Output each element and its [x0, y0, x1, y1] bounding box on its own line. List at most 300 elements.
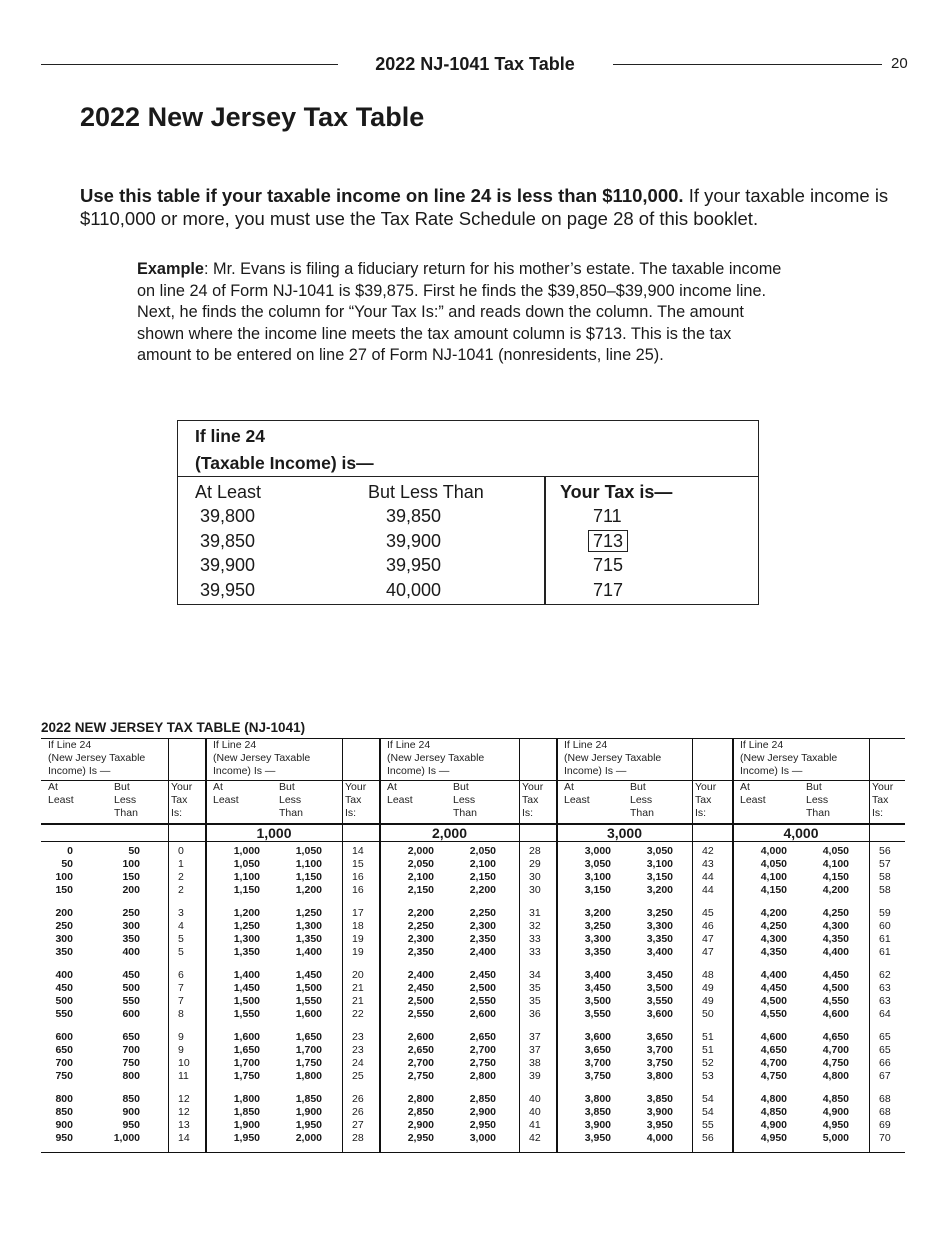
row-but-less: 1,550: [295, 995, 322, 1007]
row-but-less: 2,950: [469, 1119, 496, 1131]
row-but-less: 1,650: [295, 1031, 322, 1043]
row-at-least: 450: [55, 982, 73, 994]
row-but-less: 100: [122, 858, 140, 870]
row-at-least: 2,900: [407, 1119, 434, 1131]
col-head-your-tax: [345, 781, 366, 820]
example-tax: [593, 506, 622, 527]
row-at-least: 2,000: [407, 845, 434, 857]
row-tax: 58: [879, 884, 891, 896]
row-tax: 25: [352, 1070, 364, 1082]
row-but-less: 4,950: [822, 1119, 849, 1131]
row-at-least: 800: [55, 1093, 73, 1105]
row-tax: 21: [352, 982, 364, 994]
row-tax: 56: [879, 845, 891, 857]
row-tax: 57: [879, 858, 891, 870]
row-at-least: 100: [55, 871, 73, 883]
group-header-line: If Line 24: [564, 739, 608, 751]
col-head-your-tax: [695, 781, 716, 820]
row-at-least: 2,950: [407, 1132, 434, 1144]
row-but-less: 1,200: [295, 884, 322, 896]
row-tax: 54: [702, 1093, 714, 1105]
col-head-line: Less: [279, 794, 302, 806]
row-but-less: 700: [122, 1044, 140, 1056]
col-head-line: Least: [387, 794, 413, 806]
group-header-line: If Line 24: [387, 739, 431, 751]
row-tax: 68: [879, 1106, 891, 1118]
row-at-least: 2,700: [407, 1057, 434, 1069]
col-head-line: Than: [630, 807, 654, 819]
row-at-least: 3,400: [584, 969, 611, 981]
col-head-line: Tax: [522, 794, 539, 806]
example-table-header: [178, 421, 758, 477]
row-at-least: 4,850: [760, 1106, 787, 1118]
row-but-less: 3,550: [646, 995, 673, 1007]
row-tax: 19: [352, 946, 364, 958]
row-but-less: 2,700: [469, 1044, 496, 1056]
row-at-least: 3,450: [584, 982, 611, 994]
col-head-line: At: [213, 781, 223, 793]
example-table: [177, 420, 759, 605]
row-but-less: 3,400: [646, 946, 673, 958]
row-at-least: 4,650: [760, 1044, 787, 1056]
row-but-less: 4,200: [822, 884, 849, 896]
thousands-heading: 4,000: [783, 825, 819, 841]
row-tax: 37: [529, 1031, 541, 1043]
col-head-line: Your: [872, 781, 894, 793]
row-at-least: 4,000: [760, 845, 787, 857]
row-but-less: 2,650: [469, 1031, 496, 1043]
row-tax: 61: [879, 933, 891, 945]
row-at-least: 4,900: [760, 1119, 787, 1131]
row-tax: 23: [352, 1031, 364, 1043]
example-less-than: 39,950: [386, 555, 442, 575]
row-tax: 16: [352, 871, 364, 883]
row-but-less: 1,400: [295, 946, 322, 958]
row-at-least: 2,600: [407, 1031, 434, 1043]
row-but-less: 3,600: [646, 1008, 673, 1020]
col-head-line: Less: [630, 794, 653, 806]
group-header-line: (New Jersey Taxable: [213, 752, 311, 764]
row-but-less: 4,900: [822, 1106, 849, 1118]
row-at-least: 1,500: [233, 995, 260, 1007]
row-tax: 26: [352, 1106, 364, 1118]
row-at-least: 3,200: [584, 907, 611, 919]
row-at-least: 3,550: [584, 1008, 611, 1020]
row-tax: 56: [702, 1132, 714, 1144]
row-at-least: 3,500: [584, 995, 611, 1007]
col-head-line: Is:: [522, 807, 534, 819]
row-tax: 42: [529, 1132, 541, 1144]
row-at-least: 4,250: [760, 920, 787, 932]
col-head-line: Than: [453, 807, 477, 819]
row-but-less: 4,000: [646, 1132, 673, 1144]
row-but-less: 1,350: [295, 933, 322, 945]
row-tax: 13: [178, 1119, 190, 1131]
col-head-line: At: [564, 781, 574, 793]
group-header: [213, 739, 341, 778]
row-at-least: 3,000: [584, 845, 611, 857]
col-head-line: Your: [522, 781, 544, 793]
row-tax: 61: [879, 946, 891, 958]
row-but-less: 550: [122, 995, 140, 1007]
col-head-line: Tax: [171, 794, 188, 806]
row-tax: 48: [702, 969, 714, 981]
group-header: [740, 739, 868, 778]
row-at-least: 4,550: [760, 1008, 787, 1020]
group-header-line: Income) Is —: [387, 765, 450, 777]
row-at-least: 4,200: [760, 907, 787, 919]
row-tax: 10: [178, 1057, 190, 1069]
group-header-line: Income) Is —: [213, 765, 276, 777]
row-tax: 62: [879, 969, 891, 981]
row-but-less: 3,050: [646, 845, 673, 857]
row-tax: 70: [879, 1132, 891, 1144]
row-tax: 66: [879, 1057, 891, 1069]
col-head-your-tax: [171, 781, 192, 820]
row-tax: 8: [178, 1008, 184, 1020]
row-tax: 36: [529, 1008, 541, 1020]
col-head-line: At: [387, 781, 397, 793]
row-at-least: 1,000: [233, 845, 260, 857]
example-tax: [593, 580, 623, 601]
row-but-less: 2,150: [469, 871, 496, 883]
row-tax: 27: [352, 1119, 364, 1131]
row-at-least: 4,700: [760, 1057, 787, 1069]
row-at-least: 650: [55, 1044, 73, 1056]
example-paragraph: [137, 259, 787, 367]
example-tax-value: 717: [593, 579, 624, 600]
row-tax: 69: [879, 1119, 891, 1131]
row-at-least: 4,350: [760, 946, 787, 958]
row-but-less: 250: [122, 907, 140, 919]
row-but-less: 600: [122, 1008, 140, 1020]
row-tax: 44: [702, 871, 714, 883]
row-at-least: 1,050: [233, 858, 260, 870]
col-head-line: Least: [48, 794, 74, 806]
row-tax: 7: [178, 982, 184, 994]
row-but-less: 50: [128, 845, 140, 857]
row-but-less: 2,100: [469, 858, 496, 870]
row-tax: 41: [529, 1119, 541, 1131]
row-but-less: 4,050: [822, 845, 849, 857]
row-at-least: 4,450: [760, 982, 787, 994]
col-head-but-less: [806, 781, 830, 820]
col-head-but-less: [453, 781, 477, 820]
row-but-less: 2,550: [469, 995, 496, 1007]
row-but-less: 3,950: [646, 1119, 673, 1131]
row-tax: 26: [352, 1093, 364, 1105]
row-but-less: 3,750: [646, 1057, 673, 1069]
example-col-tax: Your Tax is—: [560, 482, 673, 502]
col-head-line: But: [453, 781, 469, 793]
row-tax: 44: [702, 884, 714, 896]
row-at-least: 500: [55, 995, 73, 1007]
row-but-less: 4,350: [822, 933, 849, 945]
row-tax: 46: [702, 920, 714, 932]
row-at-least: 2,150: [407, 884, 434, 896]
row-at-least: 1,700: [233, 1057, 260, 1069]
row-but-less: 1,450: [295, 969, 322, 981]
header-title: 2022 NJ-1041 Tax Table: [375, 54, 575, 74]
row-at-least: 4,950: [760, 1132, 787, 1144]
row-but-less: 3,300: [646, 920, 673, 932]
row-but-less: 2,850: [469, 1093, 496, 1105]
row-tax: 30: [529, 871, 541, 883]
row-but-less: 3,100: [646, 858, 673, 870]
row-at-least: 2,650: [407, 1044, 434, 1056]
row-at-least: 150: [55, 884, 73, 896]
row-but-less: 2,200: [469, 884, 496, 896]
row-tax: 16: [352, 884, 364, 896]
row-but-less: 2,750: [469, 1057, 496, 1069]
row-but-less: 500: [122, 982, 140, 994]
row-but-less: 2,400: [469, 946, 496, 958]
row-at-least: 3,600: [584, 1031, 611, 1043]
example-head-line1: If line 24: [195, 426, 266, 446]
group-header-line: Income) Is —: [48, 765, 111, 777]
group-header-line: (New Jersey Taxable: [48, 752, 146, 764]
col-head-line: Than: [279, 807, 303, 819]
example-tax-value: 715: [593, 555, 624, 575]
row-but-less: 4,850: [822, 1093, 849, 1105]
col-head-but-less: [279, 781, 303, 820]
tax-table-title: 2022 NEW JERSEY TAX TABLE (NJ-1041): [41, 720, 306, 735]
row-tax: 33: [529, 946, 541, 958]
row-at-least: 1,200: [233, 907, 260, 919]
row-tax: 58: [879, 871, 891, 883]
row-but-less: 2,450: [469, 969, 496, 981]
row-tax: 2: [178, 884, 184, 896]
row-at-least: 2,100: [407, 871, 434, 883]
page-number: 20: [891, 55, 908, 72]
row-at-least: 2,350: [407, 946, 434, 958]
row-tax: 50: [702, 1008, 714, 1020]
row-but-less: 3,650: [646, 1031, 673, 1043]
row-but-less: 4,150: [822, 871, 849, 883]
col-divider: [168, 824, 169, 1152]
example-tax: [593, 555, 623, 576]
row-but-less: 5,000: [822, 1132, 849, 1144]
col-divider: [342, 824, 343, 1152]
row-at-least: 2,300: [407, 933, 434, 945]
row-at-least: 3,750: [584, 1070, 611, 1082]
row-at-least: 3,950: [584, 1132, 611, 1144]
col-head-line: Than: [114, 807, 138, 819]
row-but-less: 2,600: [469, 1008, 496, 1020]
row-but-less: 1,150: [295, 871, 322, 883]
row-at-least: 2,800: [407, 1093, 434, 1105]
col-head-at-least: [387, 781, 413, 807]
row-tax: 9: [178, 1044, 184, 1056]
row-at-least: 700: [55, 1057, 73, 1069]
thousands-rule: [733, 841, 905, 842]
row-at-least: 1,300: [233, 933, 260, 945]
example-at-least: 39,900: [200, 555, 256, 575]
row-tax: 0: [178, 845, 184, 857]
row-tax: 39: [529, 1070, 541, 1082]
row-at-least: 1,100: [233, 871, 260, 883]
row-but-less: 2,000: [295, 1132, 322, 1144]
row-at-least: 4,300: [760, 933, 787, 945]
row-but-less: 3,000: [469, 1132, 496, 1144]
row-but-less: 4,400: [822, 946, 849, 958]
col-head-your-tax: [872, 781, 893, 820]
row-but-less: 1,000: [113, 1132, 140, 1144]
col-head-line: Least: [564, 794, 590, 806]
row-at-least: 2,550: [407, 1008, 434, 1020]
row-tax: 20: [352, 969, 364, 981]
col-head-but-less: [114, 781, 138, 820]
row-tax: 67: [879, 1070, 891, 1082]
row-tax: 40: [529, 1106, 541, 1118]
col-head-line: Less: [806, 794, 829, 806]
row-tax: 35: [529, 995, 541, 1007]
row-but-less: 4,550: [822, 995, 849, 1007]
row-but-less: 4,650: [822, 1031, 849, 1043]
header-rule-left: [41, 64, 338, 65]
row-tax: 12: [178, 1093, 190, 1105]
row-but-less: 650: [122, 1031, 140, 1043]
col-divider: [168, 738, 169, 824]
row-tax: 45: [702, 907, 714, 919]
row-tax: 2: [178, 871, 184, 883]
row-tax: 64: [879, 1008, 891, 1020]
row-tax: 11: [178, 1070, 189, 1082]
row-tax: 15: [352, 858, 364, 870]
col-divider: [519, 824, 520, 1152]
row-but-less: 800: [122, 1070, 140, 1082]
row-at-least: 1,800: [233, 1093, 260, 1105]
row-tax: 53: [702, 1070, 714, 1082]
row-at-least: 4,750: [760, 1070, 787, 1082]
row-but-less: 3,450: [646, 969, 673, 981]
col-divider: [519, 738, 520, 824]
row-at-least: 200: [55, 907, 73, 919]
row-tax: 40: [529, 1093, 541, 1105]
row-but-less: 900: [122, 1106, 140, 1118]
group-header: [387, 739, 518, 778]
row-but-less: 2,800: [469, 1070, 496, 1082]
row-at-least: 3,900: [584, 1119, 611, 1131]
thousands-heading: 3,000: [606, 825, 643, 841]
row-tax: 47: [702, 933, 714, 945]
table-bottom-rule: [41, 1152, 905, 1153]
row-but-less: 3,700: [646, 1044, 673, 1056]
row-tax: 55: [702, 1119, 714, 1131]
example-text: : Mr. Evans is filing a fiduciary return for his mother’s estate. The taxable income on line 24 of Form NJ-1041 is $39,875. First he finds the $39,850–$39,900 income line. Next, he finds the column for “Your Tax Is:” and reads down the column. The amount shown where the income line meets the tax amount column is $713. This is the tax amount to be entered on line 27 of Form NJ-1041 (nonresidents, line 25).: [137, 260, 782, 365]
row-tax: 49: [702, 995, 714, 1007]
example-label: Example: [137, 260, 204, 278]
row-at-least: 3,800: [584, 1093, 611, 1105]
group-header-line: (New Jersey Taxable: [740, 752, 838, 764]
col-divider: [342, 738, 343, 824]
col-head-line: But: [279, 781, 295, 793]
row-at-least: 3,150: [584, 884, 611, 896]
row-at-least: 4,050: [760, 858, 787, 870]
group-header-line: If Line 24: [740, 739, 784, 751]
example-tax: [593, 531, 628, 552]
row-but-less: 1,850: [295, 1093, 322, 1105]
row-at-least: 250: [55, 920, 73, 932]
row-at-least: 2,450: [407, 982, 434, 994]
row-tax: 42: [702, 845, 714, 857]
col-head-line: Your: [171, 781, 193, 793]
col-head-line: Tax: [872, 794, 889, 806]
col-head-at-least: [213, 781, 239, 807]
thousands-rule: [41, 841, 206, 842]
row-tax: 18: [352, 920, 364, 932]
highlighted-tax: 713: [588, 530, 628, 552]
header-rule-right: [613, 64, 882, 65]
example-less-than: 39,900: [386, 530, 442, 551]
row-but-less: 4,300: [822, 920, 849, 932]
row-at-least: 1,450: [233, 982, 260, 994]
col-head-at-least: [564, 781, 590, 807]
col-head-line: Least: [213, 794, 239, 806]
row-but-less: 4,800: [822, 1070, 849, 1082]
row-at-least: 4,400: [760, 969, 787, 981]
row-but-less: 3,500: [646, 982, 673, 994]
row-at-least: 2,050: [407, 858, 434, 870]
intro-rest: If your taxable income is $110,000 or more, you must use the Tax Rate Schedule on page 28 of this booklet.: [80, 185, 889, 229]
row-but-less: 2,500: [469, 982, 496, 994]
row-at-least: 50: [61, 858, 73, 870]
col-head-at-least: [740, 781, 766, 807]
col-head-line: Tax: [695, 794, 712, 806]
row-but-less: 350: [122, 933, 140, 945]
row-at-least: 0: [67, 845, 73, 857]
row-at-least: 600: [55, 1031, 73, 1043]
row-tax: 24: [352, 1057, 364, 1069]
col-head-line: Your: [345, 781, 367, 793]
row-but-less: 1,250: [295, 907, 322, 919]
row-tax: 14: [352, 845, 364, 857]
row-at-least: 1,400: [233, 969, 260, 981]
thousands-heading: 1,000: [256, 825, 292, 841]
row-at-least: 3,350: [584, 946, 611, 958]
row-at-least: 3,700: [584, 1057, 611, 1069]
thousands-heading: 2,000: [431, 825, 468, 841]
row-at-least: 3,100: [584, 871, 611, 883]
row-at-least: 1,900: [233, 1119, 260, 1131]
row-at-least: 1,150: [233, 884, 260, 896]
row-but-less: 2,350: [469, 933, 496, 945]
row-at-least: 4,800: [760, 1093, 787, 1105]
row-but-less: 4,450: [822, 969, 849, 981]
row-but-less: 1,900: [295, 1106, 322, 1118]
row-tax: 43: [702, 858, 714, 870]
group-header: [48, 739, 167, 778]
col-head-line: At: [48, 781, 58, 793]
col-head-line: Is:: [695, 807, 707, 819]
col-head-line: Is:: [171, 807, 183, 819]
group-header-line: (New Jersey Taxable: [387, 752, 485, 764]
row-at-least: 350: [55, 946, 73, 958]
group-header-line: If Line 24: [213, 739, 257, 751]
row-but-less: 4,250: [822, 907, 849, 919]
row-but-less: 1,500: [295, 982, 322, 994]
row-tax: 17: [352, 907, 364, 919]
row-but-less: 2,050: [469, 845, 496, 857]
row-tax: 52: [702, 1057, 714, 1069]
row-tax: 12: [178, 1106, 190, 1118]
row-tax: 54: [702, 1106, 714, 1118]
col-head-line: But: [114, 781, 130, 793]
row-tax: 22: [352, 1008, 364, 1020]
row-but-less: 1,750: [295, 1057, 322, 1069]
row-but-less: 4,100: [822, 858, 849, 870]
row-at-least: 4,150: [760, 884, 787, 896]
